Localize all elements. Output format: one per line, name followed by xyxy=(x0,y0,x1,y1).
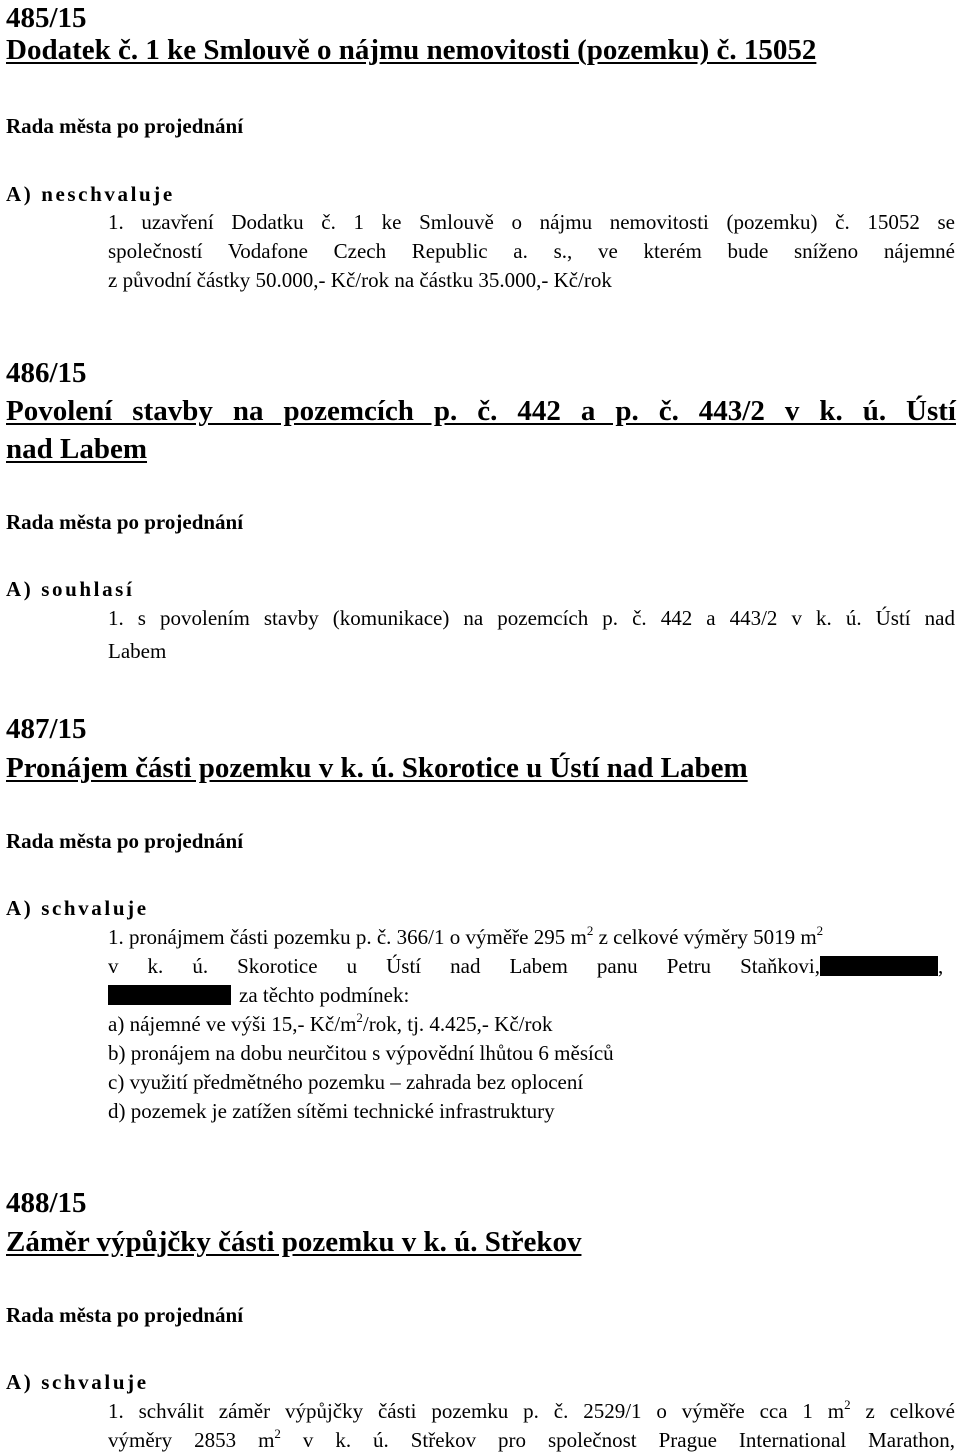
section-486-item-line-2: Labem xyxy=(108,639,167,663)
section-486-number: 486/15 xyxy=(6,357,87,389)
section-487-item-line-2-text: v k. ú. Skorotice u Ústí nad Labem panu Petru Staňkovi, xyxy=(108,954,820,978)
section-487-condition-b: b) pronájem na dobu neurčitou s výpovědní lhůtou 6 měsíců xyxy=(108,1041,614,1065)
section-486-title-line-1: Povolení stavby na pozemcích p. č. 442 a p. č. 443/2 v k. ú. Ústí xyxy=(6,395,956,427)
section-488-number: 488/15 xyxy=(6,1187,87,1219)
redaction-block-2 xyxy=(108,985,231,1005)
section-488-decision: A) schvaluje xyxy=(6,1370,149,1394)
section-486-title-line-2: nad Labem xyxy=(6,433,148,465)
section-486-item-line-1: 1. s povolením stavby (komunikace) na pozemcích p. č. 442 a 443/2 v k. ú. Ústí nad xyxy=(108,606,955,630)
section-485-number: 485/15 xyxy=(6,2,87,34)
section-487-title: Pronájem části pozemku v k. ú. Skorotice u Ústí nad Labem xyxy=(6,752,748,784)
section-487-item-line-3-text: za těchto podmínek: xyxy=(239,983,410,1007)
section-485-title: Dodatek č. 1 ke Smlouvě o nájmu nemovitosti (pozemku) č. 15052 xyxy=(6,34,817,66)
section-487-item-line-1: 1. pronájmem části pozemku p. č. 366/1 o výměře 295 $m^2$ z celkové výměry 5019 $m^2$ xyxy=(108,923,824,949)
section-486-decision: A) souhlasí xyxy=(6,577,135,601)
section-488-item-line-2: výměry 2853 $m^2$ v k. ú. Střekov pro společnost Prague International Marathon, xyxy=(108,1426,956,1452)
section-488-title: Záměr výpůjčky části pozemku v k. ú. Střekov xyxy=(6,1226,582,1258)
section-485-item-line-2: společností Vodafone Czech Republic a. s., ve kterém bude sníženo nájemné xyxy=(108,239,955,263)
section-487-condition-c: c) využití předmětného pozemku – zahrada bez oplocení xyxy=(108,1070,584,1094)
section-487-rada: Rada města po projednání xyxy=(6,829,244,853)
section-487-item-line-3 xyxy=(108,983,409,1008)
section-486-rada: Rada města po projednání xyxy=(6,510,244,534)
section-485-item-line-3: z původní částky 50.000,- Kč/rok na částku 35.000,- Kč/rok xyxy=(108,268,612,292)
section-485-rada: Rada města po projednání xyxy=(6,114,244,138)
section-487-item-line-2 xyxy=(108,954,955,979)
section-487-condition-d: d) pozemek je zatížen sítěmi technické infrastruktury xyxy=(108,1099,555,1123)
redaction-block-1 xyxy=(820,956,938,976)
section-487-decision: A) schvaluje xyxy=(6,896,149,920)
section-487-number: 487/15 xyxy=(6,713,87,745)
section-487-item-line-2-comma: , xyxy=(938,954,944,978)
section-488-rada: Rada města po projednání xyxy=(6,1303,244,1327)
section-485-item-line-1: 1. uzavření Dodatku č. 1 ke Smlouvě o nájmu nemovitosti (pozemku) č. 15052 se xyxy=(108,210,955,234)
section-485-decision: A) neschvaluje xyxy=(6,182,175,206)
section-488-item-line-1: 1. schválit záměr výpůjčky části pozemku p. č. 2529/1 o výměře cca 1 $m^2$ z celkové xyxy=(108,1397,955,1423)
section-487-condition-a: a) nájemné ve výši 15,- $Kč/m^2$/rok, tj. 4.425,- Kč/rok xyxy=(108,1010,553,1036)
